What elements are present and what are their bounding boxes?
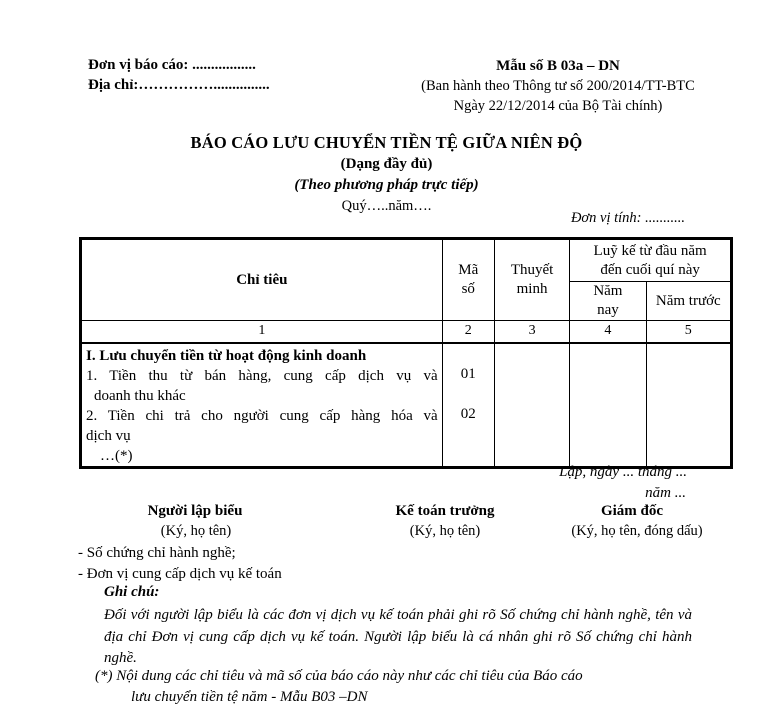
- ellipsis-star-line: …(*): [100, 447, 133, 464]
- star-note-line-1: (*) Nội dung các chỉ tiêu và mã số của báo cáo này như các chỉ tiêu của Báo cáo: [95, 668, 583, 684]
- cash-flow-table-grid: [81, 239, 731, 467]
- col-number-4: 4: [570, 321, 646, 343]
- col-number-3: 3: [494, 321, 569, 343]
- role-ke-toan-truong: Kế toán trưởng: [395, 503, 495, 519]
- nam-truoc-cell-empty: [646, 343, 730, 467]
- role-giam-doc: Giám đốc: [600, 503, 664, 519]
- issued-line-2: Ngày 22/12/2014 của Bộ Tài chính): [453, 98, 663, 114]
- indicator-cell: [82, 343, 443, 467]
- ma-so-01: 01: [460, 365, 476, 382]
- col-header-luy-ke: Luỹ kế từ đầu năm đến cuối quí này: [570, 240, 731, 282]
- reporting-unit-line: Đơn vị báo cáo: .................: [88, 57, 256, 73]
- report-period-line: Quý…..năm….: [341, 198, 432, 214]
- bullet-service-provider: - Đơn vị cung cấp dịch vụ kế toán: [78, 566, 282, 582]
- indicator-lines: [82, 344, 442, 466]
- report-subtitle-method: (Theo phương pháp trực tiếp): [294, 177, 479, 193]
- form-number: Mẫu số B 03a – DN: [496, 58, 620, 74]
- certificate-bullets: [78, 543, 282, 585]
- bullet-certificate-number: - Số chứng chỉ hành nghề;: [78, 545, 236, 561]
- report-subtitle-full-form: (Dạng đầy đủ): [340, 156, 433, 172]
- note-body: Đối với người lập biểu là các đơn vị dịch vụ kế toán phải ghi rõ Số chứng chỉ hành nghề, tên và địa chỉ Đơn vị cung cấp dịch vụ kế toán. Người lập biểu là cá nhân ghi rõ Số chứng chỉ hành nghề.: [104, 607, 692, 666]
- form-info-block: [398, 56, 718, 116]
- col-header-nam-nay: Năm nay: [570, 282, 646, 321]
- item-1-line-2: doanh thu khác: [94, 387, 186, 404]
- issued-line-1: (Ban hành theo Thông tư số 200/2014/TT-BTC: [421, 78, 695, 94]
- note-label: Ghi chú:: [104, 584, 160, 600]
- table-body-row: [82, 343, 731, 467]
- col-header-nam-truoc: Năm trước: [646, 282, 730, 321]
- role-sub-nguoi-lap-bieu: (Ký, họ tên): [160, 523, 232, 539]
- star-note-line-2: lưu chuyển tiền tệ năm - Mẫu B03 –DN: [131, 689, 368, 705]
- item-2-line-2: dịch vụ: [86, 427, 131, 444]
- signature-date-line-2: năm ...: [645, 485, 686, 501]
- nam-nay-cell-empty: [570, 343, 646, 467]
- role-sub-giam-doc: (Ký, họ tên, đóng dấu): [571, 523, 703, 539]
- ma-so-02: 02: [460, 405, 476, 422]
- cash-flow-table: [79, 237, 733, 469]
- item-1-line-1: 1. Tiền thu từ bán hàng, cung cấp dịch vụ và: [86, 367, 438, 384]
- col-header-thuyet-minh: Thuyết minh: [494, 240, 569, 321]
- thuyet-minh-cell-empty: [494, 343, 569, 467]
- reporting-unit-block: [88, 56, 270, 95]
- col-header-chi-tieu: Chỉ tiêu: [82, 240, 443, 321]
- address-line: Địa chỉ:……………...............: [88, 76, 270, 93]
- col-number-2: 2: [442, 321, 494, 343]
- report-title: BÁO CÁO LƯU CHUYỂN TIỀN TỆ GIỮA NIÊN ĐỘ: [190, 133, 583, 152]
- unit-of-measure-line: Đơn vị tính: ...........: [570, 210, 685, 226]
- section-i-heading: I. Lưu chuyển tiền từ hoạt động kinh doanh: [86, 347, 367, 364]
- col-number-1: 1: [82, 321, 443, 343]
- title-block: [0, 131, 773, 217]
- signature-date-line-1: Lập, ngày ... tháng ...: [559, 464, 687, 480]
- col-number-5: 5: [646, 321, 730, 343]
- ma-so-cell: [442, 343, 494, 467]
- role-nguoi-lap-bieu: Người lập biểu: [147, 503, 243, 519]
- item-2-line-1: 2. Tiền chi trả cho người cung cấp hàng hóa và: [86, 407, 438, 424]
- column-number-row: [82, 321, 731, 343]
- role-sub-ke-toan-truong: (Ký, họ tên): [409, 523, 481, 539]
- col-header-ma-so: Mã số: [442, 240, 494, 321]
